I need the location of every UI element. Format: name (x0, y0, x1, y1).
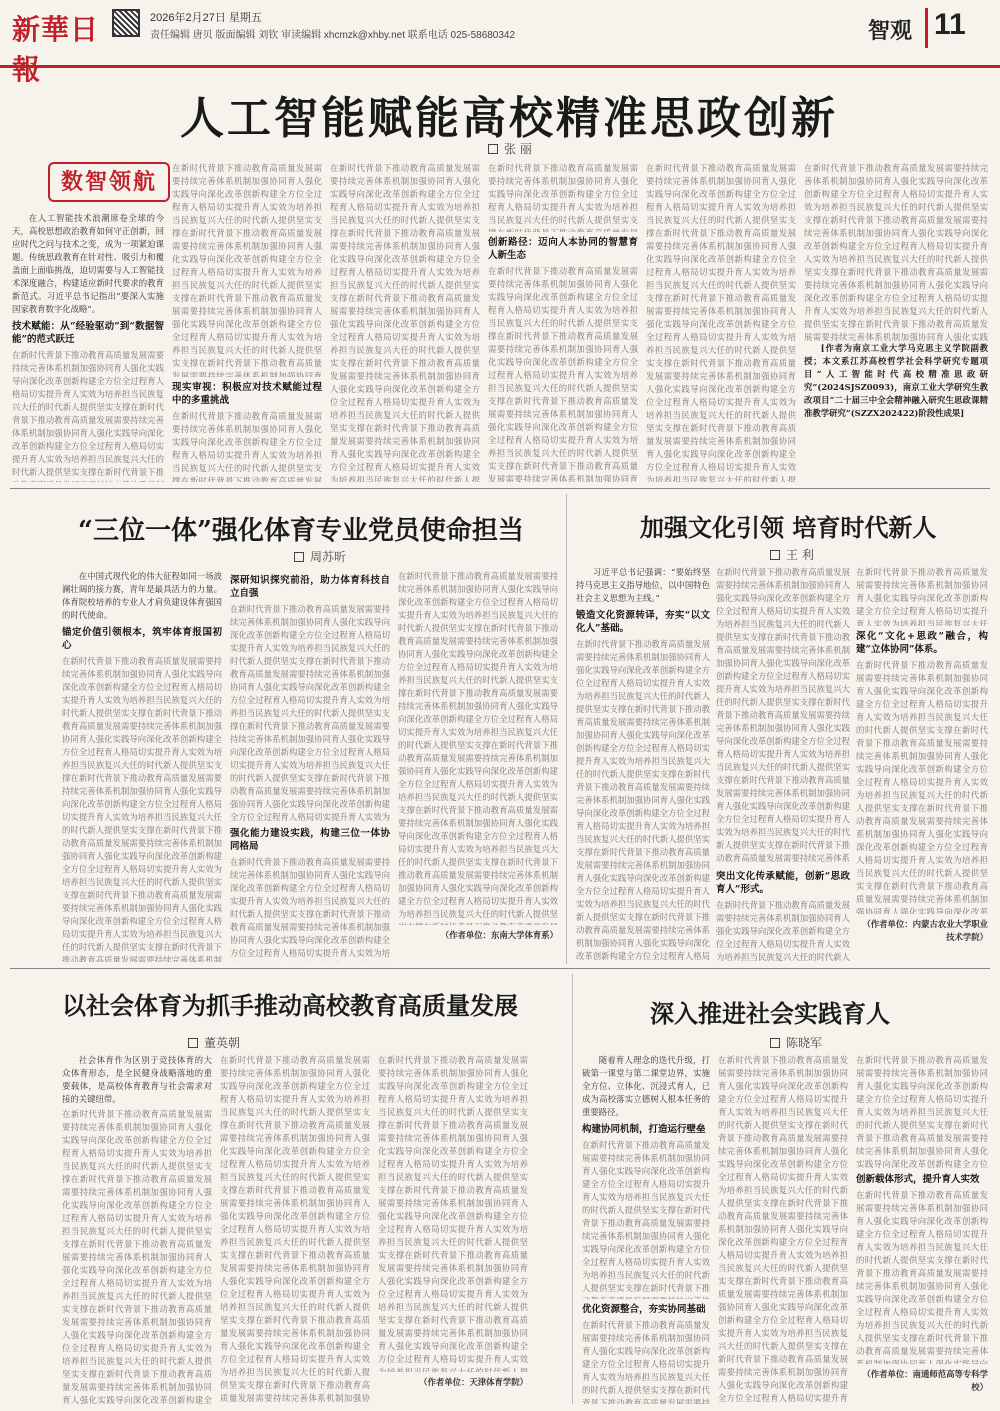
article3-subhead-2: 深化“文化+思政”融合，构建“立体协同”体系。 (856, 631, 988, 655)
author-box-icon (188, 1038, 198, 1048)
article5-subhead-3: 创新载体形式，提升育人实效 (856, 1174, 980, 1185)
article5-lead: 随着育人理念的迭代升级，打破第一课堂与第二课堂边界，实施全方位、立体化、沉浸式育人，已成为高校落实立德树人根本任务的重要路径。 (582, 1055, 710, 1117)
article4-col-3 (378, 1054, 528, 1404)
author-box-icon (294, 552, 304, 562)
author-box-icon (770, 550, 780, 560)
article5-col-3 (856, 1054, 988, 1404)
newspaper-logo: 新華日報 (12, 13, 100, 86)
article2-body-2 (230, 603, 390, 823)
article5-headline: 深入推进社会实践育人 (650, 999, 890, 1028)
section-name: 智观 (868, 18, 913, 44)
main-body-2 (172, 162, 322, 377)
main-col-3 (330, 162, 480, 482)
article5-subhead-1: 构建协同机制，打造运行壁垒 (582, 1124, 706, 1135)
main-body-8 (804, 162, 988, 342)
page-number: 11 (925, 8, 987, 48)
vertical-divider-1 (566, 494, 567, 964)
article5-body-5 (856, 1189, 988, 1364)
main-author (488, 140, 532, 157)
vertical-divider-2 (572, 974, 573, 1404)
article4-body-1 (62, 1108, 212, 1404)
article5-col-1 (582, 1054, 710, 1404)
main-col-6 (804, 162, 988, 482)
article2-subhead-2: 深研知识探究前沿，助力体育科技自立自强 (230, 575, 390, 599)
section-badge: 数智领航 (48, 162, 170, 202)
article3-author (770, 546, 814, 563)
main-subhead-2: 现实审视：积极应对技术赋能过程中的多重挑战 (172, 382, 322, 406)
issue-date: 2026年2月27日 星期五 (150, 12, 262, 24)
main-col-4 (488, 162, 638, 482)
article4-col-1 (62, 1054, 212, 1404)
article4-signature: （作者单位：天津体育学院） (419, 1377, 528, 1387)
article3-body-1 (576, 638, 710, 962)
article2-col-1 (62, 570, 222, 962)
author-box-icon (770, 1038, 780, 1048)
divider-1 (10, 488, 990, 489)
article2-body-4 (398, 570, 558, 925)
qr-code-icon (112, 9, 140, 37)
article5-author (770, 1034, 822, 1051)
article4-body-2 (220, 1054, 370, 1404)
article2-body-3 (230, 856, 390, 962)
article4-col-2 (220, 1054, 370, 1404)
article4-body-3 (378, 1054, 528, 1372)
article2-author (294, 548, 346, 565)
article4-author-name: 董英朝 (204, 1036, 241, 1050)
main-fund-note: [作者为南京工业大学马克思主义学院副教授；本文系江苏高校哲学社会科学研究专题项目“人工智能时代高校精准思政研究”(2024SJSZ0093)，南京工业大学研究生教改项目“二十届三中全会精神融入研究生思政课精准教学研究”(SZZX202422)阶段性成果] (804, 343, 988, 418)
article3-headline: 加强文化引领 培育时代新人 (640, 513, 937, 542)
main-body-6 (488, 265, 638, 482)
author-box-icon (488, 144, 498, 154)
main-body-5 (488, 162, 638, 232)
article2-body-1 (62, 655, 222, 962)
main-body-4 (330, 162, 480, 482)
article5-col-2 (718, 1054, 848, 1404)
article2-col-2 (230, 570, 390, 962)
main-subhead-1: 技术赋能：从“经验驱动”到“数据智能”的范式跃迁 (12, 321, 164, 345)
article3-subhead-3: 突出文化传承赋能，创新“思政育人”形式。 (716, 871, 850, 895)
article2-col-3 (398, 570, 558, 962)
main-headline: 人工智能赋能高校精准思政创新 (180, 93, 838, 144)
article3-col-1 (576, 566, 710, 962)
article3-subhead-1: 锻造文化资源转译，夯实“以文化人”基础。 (576, 610, 710, 634)
main-body-3 (172, 410, 322, 482)
article2-headline: “三位一体”强化体育专业党员使命担当 (78, 516, 524, 546)
main-body-7 (646, 162, 796, 482)
article3-lead: 习近平总书记强调：“要始终坚持马克思主义指导地位，以中国特色社会主义思想为主线。” (576, 567, 710, 603)
article5-body-4 (856, 1054, 988, 1169)
main-intro: 在人工智能技术浪潮席卷全球的今天，高校思想政治教育如何守正创新，回应时代之问与技术之变，成为一项紧迫课题。传统思政教育在针对性、吸引力和覆盖面上面临挑战，迫切需要与人工智能技术深度融合，构建适应新时代要求的教育新范式。习近平总书记指出“要深入实施国家教育数字化战略”。 (12, 213, 164, 314)
article3-col-2 (716, 566, 850, 962)
article4-headline: 以社会体育为抓手推动高校教育高质量发展 (62, 991, 518, 1020)
article2-lead: 在中国式现代化的伟大征程如同一场波澜壮阔的接力赛，青年是最具活力的力量。体育院校培养的专业人才肩负建设体育强国的时代使命。 (62, 571, 222, 620)
main-body-1 (12, 349, 164, 482)
article3-body-3 (716, 899, 850, 962)
main-col-5 (646, 162, 796, 482)
masthead (0, 0, 1000, 86)
article3-body-4 (856, 566, 988, 626)
main-col-2 (172, 162, 322, 482)
main-col-1 (12, 212, 164, 482)
article3-author-name: 王 利 (786, 548, 814, 562)
article3-body-2 (716, 566, 850, 866)
article5-signature: （作者单位：南通师范高等专科学校） (862, 1369, 988, 1392)
article2-signature: （作者单位：东南大学体育系） (440, 930, 558, 940)
article5-author-name: 陈晓军 (786, 1036, 823, 1050)
article2-subhead-1: 锚定价值引领根本，筑牢体育报国初心 (62, 627, 222, 651)
article3-signature: （作者单位：内蒙古农业大学职业技术学院） (862, 919, 988, 942)
editor-line: 责任编辑 唐贝 版面编辑 刘钦 审读编辑 xhcmzk@xhby.net 联系电话 025-58680342 (150, 30, 516, 41)
article3-col-3 (856, 566, 988, 962)
article5-body-1 (582, 1139, 710, 1299)
article5-subhead-2: 优化资源整合，夯实协同基础 (582, 1304, 706, 1315)
article4-lead: 社会体育作为区别于竞技体育的大众体育形态，是全民健身战略落地的重要载体，是高校体育教育与社会需求对接的关键纽带。 (62, 1055, 212, 1104)
article5-body-3 (718, 1054, 848, 1404)
article4-author (188, 1034, 240, 1051)
article2-author-name: 周苏昕 (310, 550, 347, 564)
main-author-name: 张 丽 (504, 142, 532, 156)
main-subhead-3: 创新路径：迈向人本协同的智慧育人新生态 (488, 237, 638, 261)
article2-subhead-3: 强化能力建设实践，构建三位一体协同格局 (230, 828, 390, 852)
article3-body-5 (856, 659, 988, 914)
divider-2 (10, 968, 990, 969)
article5-body-2 (582, 1319, 710, 1404)
